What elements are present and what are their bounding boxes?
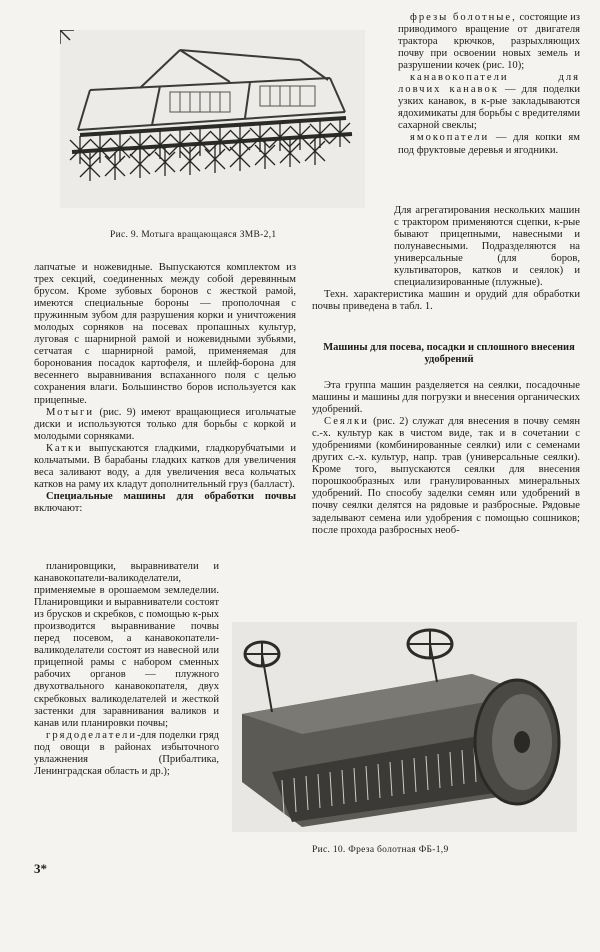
paragraph-rollers: Катки выпускаются гладкими, гладкорубчатыми и кольчатыми. В барабаны гладких катков для увеличения веса заливают воду, а для увеличения веса кольчатых катков на раму их кладут дополнительный груз (балласт).: [34, 442, 296, 490]
right-column-top: [398, 12, 580, 157]
right-column-middle: [312, 380, 580, 537]
paragraph-hitches: Для агрегатирования нескольких машин с трактором применяются сцепки, к-рые бывают прицепными, навесными и полунавесными. Подразделяются на универсальные (для боров, культиваторов, катков и сеялок) и специализированные (плужные).: [394, 205, 580, 289]
section-heading: Машины для посева, посадки и сплошного внесения удобрений: [323, 342, 575, 365]
figure-10-image: [232, 622, 577, 832]
paragraph-seeders: Сеялки (рис. 2) служат для внесения в почву семян с.-х. культур как в чистом виде, так и в сочетании с удобрениями (комбинированные сеялки) или с семенами других с.-х. культур, напр. трав (универсальные сеялки). Кроме того, выпускаются сеялки для внесения порошкообразных или гранулированных минеральных удобрений. По способу заделки семян или удобрений в почву сеялки делятся на рядовые и разбросные. Рядовые заделывают семена или удобрения с помощью сошников; после прохода разбросных необ-: [312, 416, 580, 536]
left-column: [34, 262, 296, 515]
right-column-hitches: [312, 205, 580, 313]
paragraph-hole-diggers: ямокопатели — для копки ям под фруктовые деревья и ягодники.: [398, 132, 580, 156]
paragraph-special-machines: Специальные машины для обработки почвы включают:: [34, 490, 296, 514]
left-column-lower: [34, 561, 219, 778]
paragraph-planers: планировщики, выравниватели и канавокопатели-валикоделатели, применяемые в орошаемом земледелии. Планировщики и выравниватели состоят из брусков и скребков, с помощью к-рых производится выравнивание почвы перед посевом, а канавокопатели-валикоделатели состоят из навесной или прицепной рамы с набором сменных рабочих органов — плужного двухотвального канавокопателя, двух скребковых валикоделателей и жесткой застенки для заравнивания валиков и канав или планировки почвы;: [34, 561, 219, 729]
paragraph-bog-mills: фрезы болотные, состоящие из приводимого вращение от двигателя трактора крючков, разрыхляющих почву при освоении новых земель и разрушении кочек (рис. 10);: [398, 12, 580, 72]
paragraph-trap-ditchers: канавокопатели для ловчих канавок — для поделки узких канавок, в к-рые закладываются ядохимикаты для борьбы с вредителями сахарной свеклы;: [398, 72, 581, 132]
figure-9-caption: Рис. 9. Мотыга вращающаяся ЗМВ-2,1: [110, 230, 277, 240]
bog-mill-illustration: [232, 622, 577, 832]
page-number: 3*: [34, 861, 47, 876]
rotary-hoe-illustration: [60, 30, 365, 208]
paragraph-table-ref: Техн. характеристика машин и орудий для обработки почвы приведена в табл. 1.: [312, 289, 580, 313]
figure-10-caption: Рис. 10. Фреза болотная ФБ-1,9: [312, 845, 449, 855]
paragraph-harrows: лапчатые и ножевидные. Выпускаются комплектом из трех секций, соединенных между собой деревянным брусом. Кроме зубовых боронов с жесткой рамой, имеются специальные бороны — прополочная с пружинным зубом для разрушения корки и уничтожения молодых сорняков на посевах пропашных культур, луговая с шарнирной рамой и ножевидными зубьями, сетчатая с шарнирной рамой, применяемая для боронования посадок картофеля, и шлейф-борона для весеннего выравнивания вспаханного поля с целью сохранения влаги. Большинство боров используется как прицепные.: [34, 262, 296, 406]
figure-9-image: [60, 30, 365, 208]
paragraph-bed-makers: грядоделатели-для поделки гряд под овощи в районах избыточного увлажнения (Прибалтика, Ленинградская область и др.);: [34, 729, 219, 777]
paragraph-hoes: Мотыги (рис. 9) имеют вращающиеся игольчатые диски и используются только для борьбы с коркой и молодыми сорняками.: [34, 406, 297, 442]
paragraph-machine-group: Эта группа машин разделяется на сеялки, посадочные машины и машины для погрузки и внесения органических удобрений.: [312, 380, 580, 416]
